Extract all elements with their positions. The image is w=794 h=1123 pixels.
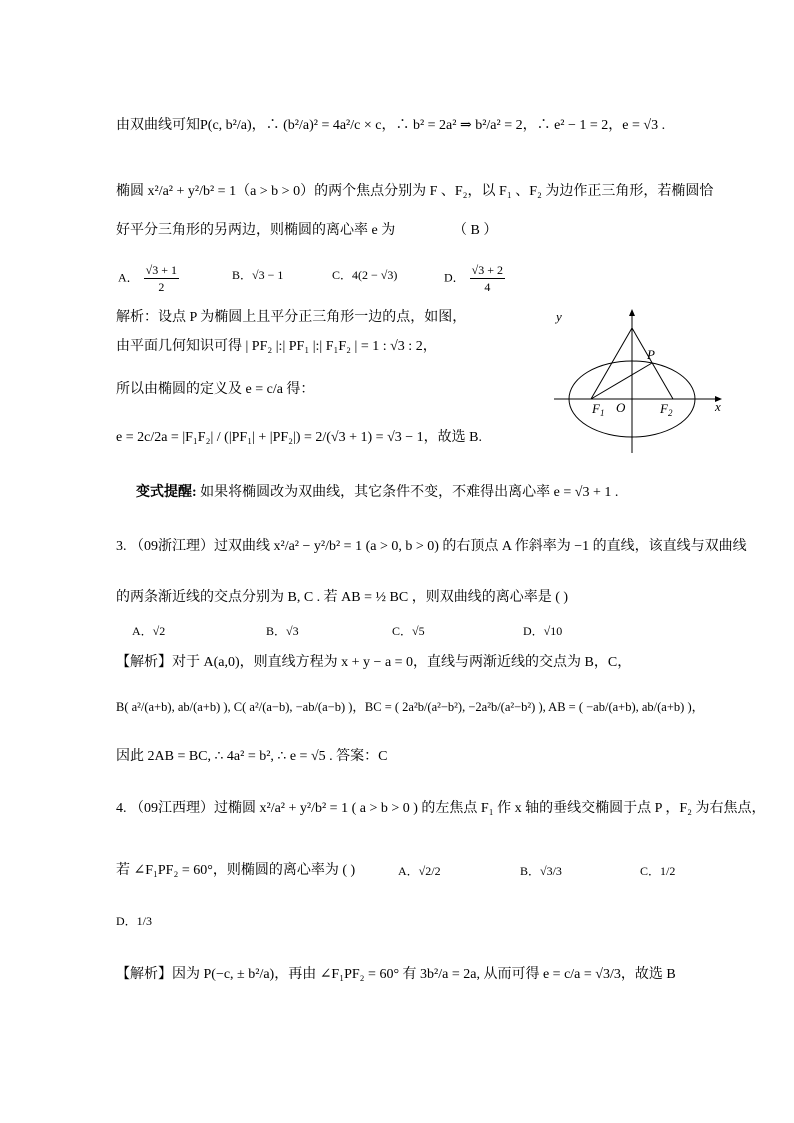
option-c: C．4(2 − √3) <box>332 268 398 282</box>
question-4-stem-cont: 若 ∠F₁PF₂ = 60°，则椭圆的离心率为 ( ) <box>116 863 356 878</box>
question-3-option-c: C．√5 <box>392 624 425 638</box>
question-3-solution-3: 因此 2AB = BC, ∴ 4a² = b², ∴ e = √5 . 答案：C <box>116 749 388 764</box>
x-axis-label: x <box>715 399 721 414</box>
option-d <box>444 262 507 295</box>
fraction-denominator: 2 <box>158 280 165 294</box>
segment-f1-p <box>591 363 652 399</box>
question-4-option-c: C．1/2 <box>640 864 676 878</box>
option-a-fraction <box>144 262 179 295</box>
variant-tip-text: 如果将椭圆改为双曲线，其它条件不变，不难得出离心率 e = √3 + 1 . <box>200 485 619 500</box>
question-4-option-d: D．1/3 <box>116 914 153 928</box>
fraction-denominator: 4 <box>484 280 491 294</box>
focus-f2-label: $F_2$ <box>660 401 673 418</box>
option-d-fraction <box>470 262 505 295</box>
fraction-numerator: √3 + 1 <box>145 263 178 277</box>
question-2-answer: （ B ） <box>453 223 498 238</box>
variant-tip-label: 变式提醒: <box>136 485 197 500</box>
question-2-solution-3: 所以由椭圆的定义及 e = c/a 得： <box>116 382 315 397</box>
solution-line: 由双曲线可知P(c, b²/a)，∴ (b²/a)² = 4a²/c × c，∴ b² = 2a² ⇒ b²/a² = 2，∴ e² − 1 = 2，e = √3 . <box>116 118 666 133</box>
question-3-option-d: D．√10 <box>523 624 563 638</box>
option-d-label: D． <box>444 270 465 285</box>
triangle-side-left <box>591 328 632 399</box>
question-3-solution-2: B( a²/(a+b), ab/(a+b) ), C( a²/(a−b), −ab/(a−b) )，BC = ( 2a²b/(a²−b²), −2a²b/(a²−b²) ), AB = ( −ab/(a+b), ab/(a+b) )， <box>116 700 705 714</box>
ellipse-figure <box>552 305 730 455</box>
y-axis-arrow-icon <box>629 309 635 316</box>
question-3-option-b: B．√3 <box>266 624 299 638</box>
variant-tip <box>136 484 618 502</box>
question-4-solution: 【解析】因为 P(−c, ± b²/a)，再由 ∠F₁PF₂ = 60° 有 3b²/a = 2a, 从而可得 e = c/a = √3/3，故选 B <box>116 967 676 982</box>
origin-label: O <box>616 400 626 415</box>
question-3-stem: 3. （09浙江理）过双曲线 x²/a² − y²/b² = 1 (a > 0, b > 0) 的右顶点 A 作斜率为 −1 的直线，该直线与双曲线 <box>116 539 747 554</box>
question-3-stem-cont: 的两条渐近线的交点分别为 B, C . 若 AB = ½ BC ，则双曲线的离心率是 ( ) <box>116 590 569 605</box>
question-2-solution-4: e = 2c/2a = |F₁F₂| / (|PF₁| + |PF₂|) = 2/(√3 + 1) = √3 − 1，故选 B. <box>116 430 482 445</box>
question-4-stem: 4. （09江西理）过椭圆 x²/a² + y²/b² = 1 ( a > b > 0 ) 的左焦点 F₁ 作 x 轴的垂线交椭圆于点 P ，F₂ 为右焦点， <box>116 801 766 816</box>
question-2-solution-2: 由平面几何知识可得 | PF₂ |:| PF₁ |:| F₁F₂ | = 1 : √3 : 2， <box>116 339 437 354</box>
option-b: B．√3 − 1 <box>232 268 284 282</box>
question-4-option-a: A．√2/2 <box>398 864 441 878</box>
point-p-label: P <box>647 347 655 362</box>
option-a-label: A． <box>118 270 139 285</box>
option-a <box>118 262 181 295</box>
question-4-option-b: B．√3/3 <box>520 864 562 878</box>
question-3-option-a: A．√2 <box>132 624 166 638</box>
fraction-numerator: √3 + 2 <box>471 263 504 277</box>
question-3-solution-1: 【解析】对于 A(a,0)，则直线方程为 x + y − a = 0，直线与两渐近线的交点为 B，C， <box>116 655 632 670</box>
question-2-solution-1: 解析：设点 P 为椭圆上且平分正三角形一边的点，如图， <box>116 310 467 325</box>
y-axis-label: y <box>556 309 562 324</box>
triangle-side-right <box>632 328 673 399</box>
focus-f1-label: $F_1$ <box>592 401 605 418</box>
question-2-stem-cont: 好平分三角形的另两边，则椭圆的离心率 e 为 <box>116 223 396 238</box>
question-2-stem: 椭圆 x²/a² + y²/b² = 1（a > b > 0）的两个焦点分别为 F 、F₂，以 F₁ 、F₂ 为边作正三角形，若椭圆恰 <box>116 184 714 199</box>
